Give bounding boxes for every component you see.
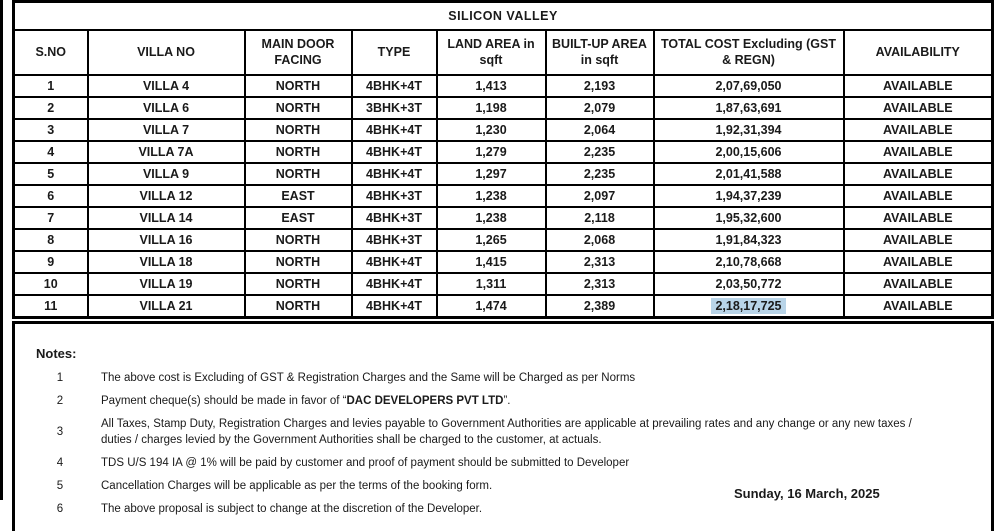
table-cell[interactable]: NORTH <box>245 141 352 163</box>
note-item-3 <box>47 417 991 447</box>
column-header-builtup-area: BUILT-UP AREA in sqft <box>546 30 654 75</box>
table-cell[interactable]: 4BHK+4T <box>352 163 437 185</box>
title-row <box>14 2 993 31</box>
table-cell[interactable]: AVAILABLE <box>844 295 993 318</box>
table-cell[interactable]: VILLA 7 <box>88 119 245 141</box>
note-number: 3 <box>56 425 64 438</box>
table-cell[interactable]: 4BHK+3T <box>352 185 437 207</box>
table-cell[interactable]: EAST <box>245 207 352 229</box>
table-cell[interactable]: 1,415 <box>437 251 546 273</box>
table-cell[interactable]: 11 <box>14 295 88 318</box>
table-cell[interactable]: AVAILABLE <box>844 229 993 251</box>
table-cell[interactable]: 1,265 <box>437 229 546 251</box>
table-cell[interactable]: 8 <box>14 229 88 251</box>
table-cell[interactable]: 2,313 <box>546 251 654 273</box>
table-row <box>14 75 993 97</box>
table-cell[interactable]: 1,413 <box>437 75 546 97</box>
table-cell[interactable]: 4BHK+3T <box>352 229 437 251</box>
table-cell[interactable]: AVAILABLE <box>844 97 993 119</box>
table-cell[interactable]: 1,92,31,394 <box>654 119 844 141</box>
table-cell[interactable]: VILLA 12 <box>88 185 245 207</box>
note-number: 5 <box>56 479 64 492</box>
note-number: 2 <box>56 395 64 408</box>
table-cell[interactable]: VILLA 18 <box>88 251 245 273</box>
table-cell[interactable]: AVAILABLE <box>844 163 993 185</box>
table-cell[interactable]: 2,193 <box>546 75 654 97</box>
note-number: 4 <box>56 456 64 469</box>
table-cell[interactable]: AVAILABLE <box>844 273 993 295</box>
note-text <box>101 394 937 409</box>
table-row <box>14 141 993 163</box>
table-cell[interactable]: NORTH <box>245 75 352 97</box>
table-row <box>14 273 993 295</box>
table-row <box>14 185 993 207</box>
table-row <box>14 207 993 229</box>
table-cell[interactable]: AVAILABLE <box>844 207 993 229</box>
note-text-prefix: Payment cheque(s) should be made in favor of “ <box>101 395 347 408</box>
table-cell[interactable]: 4BHK+3T <box>352 207 437 229</box>
table-cell[interactable]: 5 <box>14 163 88 185</box>
table-cell[interactable]: 1,94,37,239 <box>654 185 844 207</box>
table-cell[interactable]: 1,198 <box>437 97 546 119</box>
table-cell[interactable]: AVAILABLE <box>844 75 993 97</box>
column-header-total-cost: TOTAL COST Excluding (GST & REGN) <box>654 30 844 75</box>
table-cell[interactable]: 4BHK+4T <box>352 75 437 97</box>
note-number: 1 <box>56 372 64 384</box>
table-cell[interactable]: 2,389 <box>546 295 654 318</box>
note-text: The above cost is Excluding of GST & Registration Charges and the Same will be Charged as per Norms <box>101 372 636 384</box>
table-cell[interactable]: 1,311 <box>437 273 546 295</box>
table-cell[interactable]: NORTH <box>245 163 352 185</box>
table-cell[interactable]: AVAILABLE <box>844 185 993 207</box>
table-cell[interactable]: 6 <box>14 185 88 207</box>
table-cell[interactable]: 2,068 <box>546 229 654 251</box>
table-cell[interactable]: VILLA 14 <box>88 207 245 229</box>
column-header-type: TYPE <box>352 30 437 75</box>
table-cell[interactable]: VILLA 21 <box>88 295 245 318</box>
note-item-2 <box>47 394 991 409</box>
table-cell[interactable]: AVAILABLE <box>844 251 993 273</box>
table-cell[interactable]: NORTH <box>245 251 352 273</box>
villa-table-body <box>14 75 993 318</box>
table-cell[interactable]: 4BHK+4T <box>352 295 437 318</box>
column-header-availability: AVAILABILITY <box>844 30 993 75</box>
table-cell[interactable]: 1,91,84,323 <box>654 229 844 251</box>
table-cell[interactable]: 4BHK+4T <box>352 251 437 273</box>
table-cell[interactable]: VILLA 9 <box>88 163 245 185</box>
note-item-1 <box>47 371 991 386</box>
table-cell[interactable]: VILLA 6 <box>88 97 245 119</box>
table-cell[interactable]: 4BHK+4T <box>352 273 437 295</box>
table-cell[interactable]: 10 <box>14 273 88 295</box>
table-cell[interactable]: 1,87,63,691 <box>654 97 844 119</box>
table-cell[interactable] <box>654 295 844 318</box>
table-cell[interactable]: 4BHK+4T <box>352 141 437 163</box>
column-header-land-area: LAND AREA in sqft <box>437 30 546 75</box>
table-cell[interactable]: 4 <box>14 141 88 163</box>
table-cell[interactable]: 2,235 <box>546 141 654 163</box>
table-cell[interactable]: NORTH <box>245 97 352 119</box>
note-item-6 <box>47 502 991 517</box>
table-cell[interactable]: 2,097 <box>546 185 654 207</box>
note-text: Cancellation Charges will be applicable as per the terms of the booking form. <box>101 479 493 492</box>
table-row <box>14 295 993 318</box>
table-cell[interactable]: 4BHK+4T <box>352 119 437 141</box>
column-header-facing: MAIN DOOR FACING <box>245 30 352 75</box>
table-cell[interactable]: 1,474 <box>437 295 546 318</box>
table-cell[interactable]: 1,279 <box>437 141 546 163</box>
table-cell[interactable]: 1,238 <box>437 207 546 229</box>
table-cell[interactable]: 1,238 <box>437 185 546 207</box>
column-header-sno: S.NO <box>14 30 88 75</box>
table-cell[interactable]: 7 <box>14 207 88 229</box>
table-cell[interactable]: 3 <box>14 119 88 141</box>
table-cell[interactable]: 2 <box>14 97 88 119</box>
highlighted-cell-value[interactable]: 2,18,17,725 <box>711 298 785 314</box>
table-cell[interactable]: AVAILABLE <box>844 119 993 141</box>
table-cell[interactable]: 2,079 <box>546 97 654 119</box>
note-text: TDS U/S 194 IA @ 1% will be paid by customer and proof of payment should be submitted to Developer <box>101 456 630 469</box>
table-row <box>14 97 993 119</box>
table-cell[interactable]: 2,118 <box>546 207 654 229</box>
note-text-suffix: ”. <box>503 395 511 408</box>
column-header-villa-no: VILLA NO <box>88 30 245 75</box>
table-cell[interactable]: 2,235 <box>546 163 654 185</box>
table-cell[interactable]: 2,07,69,050 <box>654 75 844 97</box>
table-cell[interactable]: 2,01,41,588 <box>654 163 844 185</box>
table-cell[interactable]: NORTH <box>245 295 352 318</box>
table-cell[interactable]: 2,064 <box>546 119 654 141</box>
table-cell[interactable]: 2,03,50,772 <box>654 273 844 295</box>
table-cell[interactable]: VILLA 16 <box>88 229 245 251</box>
table-row <box>14 163 993 185</box>
table-cell[interactable]: NORTH <box>245 229 352 251</box>
table-cell[interactable]: 2,10,78,668 <box>654 251 844 273</box>
table-row <box>14 119 993 141</box>
notes-heading: Notes: <box>36 346 77 361</box>
note-item-4 <box>47 456 991 471</box>
villa-price-table <box>12 0 994 319</box>
table-cell[interactable]: 9 <box>14 251 88 273</box>
table-cell[interactable]: 1,230 <box>437 119 546 141</box>
document-date: Sunday, 16 March, 2025 <box>734 486 880 501</box>
table-cell[interactable]: 1,95,32,600 <box>654 207 844 229</box>
document-content <box>12 0 994 531</box>
table-cell[interactable]: EAST <box>245 185 352 207</box>
note-text: All Taxes, Stamp Duty, Registration Charges and levies payable to Government Authorities are applicable at prevailing rates and any change or any new taxes / duties / charges levied by the Government Authorities shall be charged to the customer, at actuals. <box>101 418 912 446</box>
note-number: 6 <box>56 503 64 516</box>
table-cell[interactable]: AVAILABLE <box>844 141 993 163</box>
table-cell[interactable]: NORTH <box>245 119 352 141</box>
table-cell[interactable]: VILLA 4 <box>88 75 245 97</box>
table-cell[interactable]: 1 <box>14 75 88 97</box>
table-cell[interactable]: 2,313 <box>546 273 654 295</box>
table-row <box>14 229 993 251</box>
table-row <box>14 251 993 273</box>
note-text: The above proposal is subject to change at the discretion of the Developer. <box>101 503 483 516</box>
table-cell[interactable]: 2,00,15,606 <box>654 141 844 163</box>
page-title: SILICON VALLEY <box>14 2 993 31</box>
table-cell[interactable]: 3BHK+3T <box>352 97 437 119</box>
table-cell[interactable]: VILLA 7A <box>88 141 245 163</box>
table-cell[interactable]: VILLA 19 <box>88 273 245 295</box>
payee-name: DAC DEVELOPERS PVT LTD <box>346 395 504 408</box>
table-cell[interactable]: NORTH <box>245 273 352 295</box>
table-cell[interactable]: 1,297 <box>437 163 546 185</box>
table-header-row <box>14 30 993 75</box>
